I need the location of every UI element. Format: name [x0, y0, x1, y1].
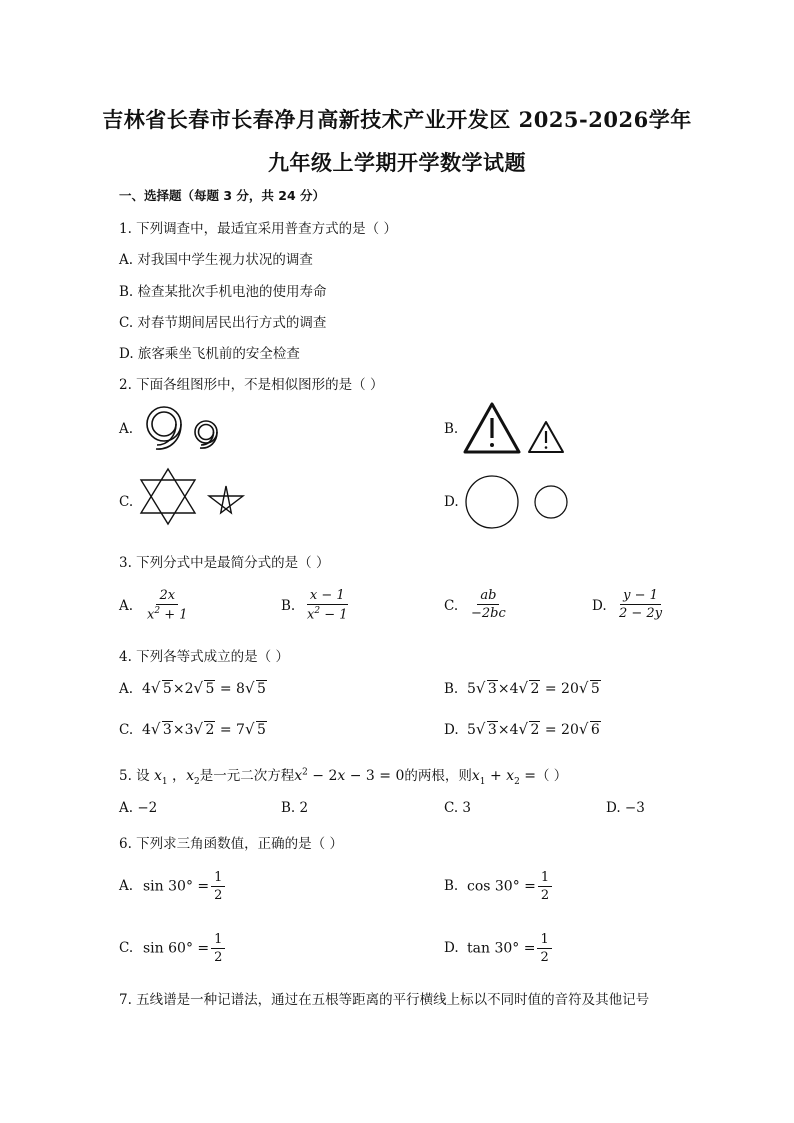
- q2-figure-a-nines: [138, 400, 228, 455]
- q6-option-d-expr: tan 30° = $\frac{1}{2}$: [467, 932, 554, 965]
- q4-option-a-expr: 4√ 5×2√ 5 = 8√ 5: [142, 681, 267, 697]
- q2-figure-d-circles: [463, 474, 573, 530]
- q4-label-b: B.: [444, 681, 459, 697]
- q1-stem: 1. 下列调查中，最适宜采用普查方式的是（ ）: [119, 221, 397, 237]
- q2-label-d: D.: [444, 494, 459, 510]
- q1-option-d: D. 旅客乘坐飞机前的安全检查: [119, 346, 300, 362]
- q3-label-a: A.: [119, 598, 134, 614]
- q4-stem: 4. 下列各等式成立的是（ ）: [119, 649, 289, 665]
- q6-option-a-expr: sin 30° = $\frac{1}{2}$: [143, 870, 227, 903]
- q2-stem: 2. 下面各组图形中，不是相似图形的是（ ）: [119, 377, 384, 393]
- document-title-line2: 九年级上学期开学数学试题: [268, 150, 526, 175]
- q2-label-a: A.: [119, 421, 134, 437]
- q3-stem: 3. 下列分式中是最简分式的是（ ）: [119, 555, 330, 571]
- q3-option-b-fraction: $\frac{x - 1}{x^2 - 1}$: [307, 588, 348, 623]
- q4-label-a: A.: [119, 681, 134, 697]
- q1-option-a: A. 对我国中学生视力状况的调查: [119, 252, 313, 268]
- q4-option-d-expr: 5√ 3×4√ 2 = 20√ 6: [467, 722, 601, 738]
- q2-figure-b-warning-triangles: [463, 402, 568, 454]
- q4-label-d: D.: [444, 722, 459, 738]
- q1-option-c: C. 对春节期间居民出行方式的调查: [119, 315, 327, 331]
- q2-label-b: B.: [444, 421, 459, 437]
- q4-label-c: C.: [119, 722, 134, 738]
- q2-label-c: C.: [119, 494, 134, 510]
- q5-stem: 5. 设 $x_1$ ，$x_2$是一元二次方程$x^2 - 2x - 3 = 0$的两根，则$x_1 + x_2$ =（ ）: [119, 767, 568, 787]
- q3-label-b: B.: [281, 598, 296, 614]
- q4-option-c-expr: 4√ 3×3√ 2 = 7√ 5: [142, 722, 267, 738]
- q3-label-d: D.: [592, 598, 607, 614]
- q6-label-a: A.: [119, 878, 134, 894]
- q5-option-a: A. −2: [119, 800, 158, 816]
- q6-option-b-expr: cos 30° = $\frac{1}{2}$: [467, 870, 554, 903]
- q1-option-b: B. 检查某批次手机电池的使用寿命: [119, 284, 327, 300]
- q3-option-a-fraction: $\frac{2x}{x^2 + 1}$: [147, 588, 188, 623]
- document-title-line1: 吉林省长春市长春净月高新技术产业开发区 2025-2026学年: [102, 107, 692, 132]
- q3-label-c: C.: [444, 598, 459, 614]
- q6-stem: 6. 下列求三角函数值，正确的是（ ）: [119, 836, 343, 852]
- q7-stem: 7. 五线谱是一种记谱法，通过在五根等距离的平行横线上标以不同时值的音符及其他记号: [119, 992, 650, 1008]
- q5-option-c: C. 3: [444, 800, 472, 816]
- q5-option-b: B. 2: [281, 800, 309, 816]
- q6-option-c-expr: sin 60° = $\frac{1}{2}$: [143, 932, 227, 965]
- q6-label-d: D.: [444, 940, 459, 956]
- q4-option-b-expr: 5√ 3×4√ 2 = 20√ 5: [467, 681, 601, 697]
- q5-option-d: D. −3: [606, 800, 645, 816]
- q3-option-c-fraction: $\frac{ab}{-2bc}$: [471, 588, 506, 621]
- q3-option-d-fraction: $\frac{y - 1}{2 - 2y}$: [619, 588, 663, 621]
- q6-label-c: C.: [119, 940, 134, 956]
- q6-label-b: B.: [444, 878, 459, 894]
- q2-figure-c-stars: [138, 466, 250, 528]
- section-heading: 一、选择题（每题 3 分，共 24 分）: [119, 188, 326, 203]
